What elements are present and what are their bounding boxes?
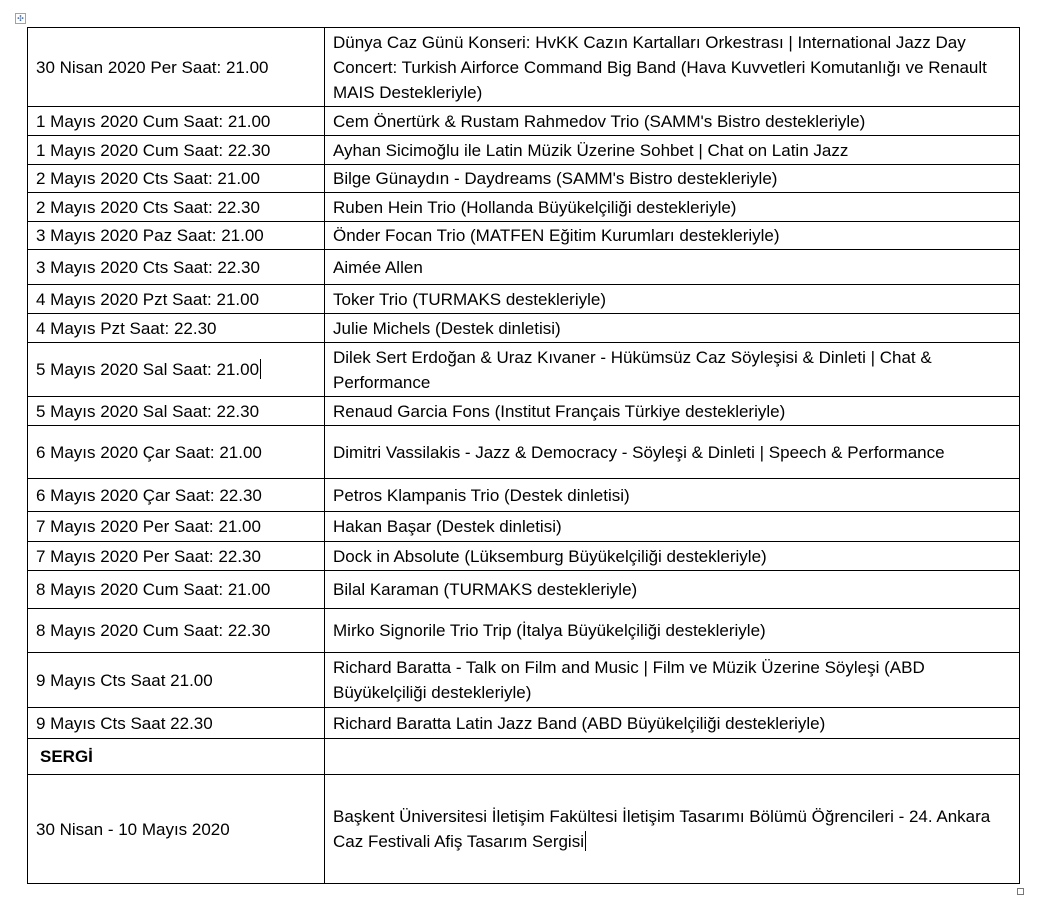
event-cell[interactable]: Mirko Signorile Trio Trip (İtalya Büyükelçiliği destekleriyle) (325, 609, 1020, 653)
date-cell[interactable]: 8 Mayıs 2020 Cum Saat: 21.00 (28, 571, 325, 609)
text-cursor (585, 831, 586, 851)
event-text: Başkent Üniversitesi İletişim Fakültesi İletişim Tasarımı Bölümü Öğrencileri - 24. Ankara Caz Festivali Afiş Tasarım Sergisi (333, 807, 991, 851)
date-cell[interactable]: 2 Mayıs 2020 Cts Saat: 22.30 (28, 193, 325, 222)
date-cell[interactable]: 4 Mayıs 2020 Pzt Saat: 21.00 (28, 285, 325, 314)
exhibition-row (28, 775, 1020, 884)
event-cell[interactable]: Dock in Absolute (Lüksemburg Büyükelçiliği destekleriyle) (325, 542, 1020, 571)
section-label-cell[interactable]: SERGİ (28, 739, 325, 775)
table-row (28, 653, 1020, 708)
table-row (28, 28, 1020, 107)
event-cell[interactable]: Hakan Başar (Destek dinletisi) (325, 512, 1020, 542)
table-row (28, 609, 1020, 653)
date-cell[interactable]: 3 Mayıs 2020 Cts Saat: 22.30 (28, 250, 325, 285)
event-cell[interactable]: Ruben Hein Trio (Hollanda Büyükelçiliği destekleriyle) (325, 193, 1020, 222)
section-row (28, 739, 1020, 775)
table-row (28, 426, 1020, 479)
date-cell[interactable]: 1 Mayıs 2020 Cum Saat: 22.30 (28, 136, 325, 165)
date-cell[interactable]: 30 Nisan 2020 Per Saat: 21.00 (28, 28, 325, 107)
table-row (28, 285, 1020, 314)
event-cell[interactable]: Petros Klampanis Trio (Destek dinletisi) (325, 479, 1020, 512)
table-row (28, 542, 1020, 571)
table-row (28, 512, 1020, 542)
table-row (28, 479, 1020, 512)
date-cell[interactable]: 9 Mayıs Cts Saat 21.00 (28, 653, 325, 708)
event-cell[interactable]: Dimitri Vassilakis - Jazz & Democracy - Söyleşi & Dinleti | Speech & Performance (325, 426, 1020, 479)
table-row (28, 222, 1020, 250)
date-cell[interactable]: 1 Mayıs 2020 Cum Saat: 21.00 (28, 107, 325, 136)
event-cell[interactable]: Dünya Caz Günü Konseri: HvKK Cazın Kartalları Orkestrası | International Jazz Day Concert: Turkish Airforce Command Big Band (Hava Kuvvetleri Komutanlığı ve Renault MAIS Destekleriyle) (325, 28, 1020, 107)
event-cell[interactable]: Bilal Karaman (TURMAKS destekleriyle) (325, 571, 1020, 609)
date-text: 5 Mayıs 2020 Sal Saat: 21.00 (36, 360, 260, 379)
date-cell[interactable]: 3 Mayıs 2020 Paz Saat: 21.00 (28, 222, 325, 250)
table-row (28, 107, 1020, 136)
table-row (28, 165, 1020, 193)
event-cell[interactable]: Önder Focan Trio (MATFEN Eğitim Kurumları destekleriyle) (325, 222, 1020, 250)
date-cell[interactable]: 8 Mayıs 2020 Cum Saat: 22.30 (28, 609, 325, 653)
event-cell[interactable]: Toker Trio (TURMAKS destekleriyle) (325, 285, 1020, 314)
event-cell[interactable]: Aimée Allen (325, 250, 1020, 285)
date-cell[interactable] (28, 343, 325, 397)
table-resize-handle-icon[interactable] (1017, 888, 1024, 895)
festival-schedule-table (27, 27, 1020, 884)
table-row (28, 571, 1020, 609)
event-cell[interactable]: Cem Önertürk & Rustam Rahmedov Trio (SAMM's Bistro destekleriyle) (325, 107, 1020, 136)
date-cell[interactable]: 7 Mayıs 2020 Per Saat: 22.30 (28, 542, 325, 571)
event-cell[interactable]: Richard Baratta - Talk on Film and Music | Film ve Müzik Üzerine Söyleşi (ABD Büyükelçiliği destekleriyle) (325, 653, 1020, 708)
event-cell[interactable] (325, 775, 1020, 884)
table-row (28, 193, 1020, 222)
table-row (28, 250, 1020, 285)
table-row (28, 397, 1020, 426)
table-move-handle-icon[interactable]: ✣ (15, 13, 26, 24)
date-cell[interactable]: 9 Mayıs Cts Saat 22.30 (28, 708, 325, 739)
date-cell[interactable]: 30 Nisan - 10 Mayıs 2020 (28, 775, 325, 884)
empty-cell[interactable] (325, 739, 1020, 775)
table-row (28, 343, 1020, 397)
date-cell[interactable]: 4 Mayıs Pzt Saat: 22.30 (28, 314, 325, 343)
date-cell[interactable]: 6 Mayıs 2020 Çar Saat: 22.30 (28, 479, 325, 512)
event-cell[interactable]: Ayhan Sicimoğlu ile Latin Müzik Üzerine Sohbet | Chat on Latin Jazz (325, 136, 1020, 165)
date-cell[interactable]: 5 Mayıs 2020 Sal Saat: 22.30 (28, 397, 325, 426)
date-cell[interactable]: 7 Mayıs 2020 Per Saat: 21.00 (28, 512, 325, 542)
table-row (28, 314, 1020, 343)
date-cell[interactable]: 6 Mayıs 2020 Çar Saat: 21.00 (28, 426, 325, 479)
event-cell[interactable]: Renaud Garcia Fons (Institut Français Türkiye destekleriyle) (325, 397, 1020, 426)
text-cursor (260, 359, 261, 379)
table-row (28, 136, 1020, 165)
event-cell[interactable]: Richard Baratta Latin Jazz Band (ABD Büyükelçiliği destekleriyle) (325, 708, 1020, 739)
table-row (28, 708, 1020, 739)
date-cell[interactable]: 2 Mayıs 2020 Cts Saat: 21.00 (28, 165, 325, 193)
event-cell[interactable]: Bilge Günaydın - Daydreams (SAMM's Bistro destekleriyle) (325, 165, 1020, 193)
event-cell[interactable]: Julie Michels (Destek dinletisi) (325, 314, 1020, 343)
event-cell[interactable]: Dilek Sert Erdoğan & Uraz Kıvaner - Hükümsüz Caz Söyleşisi & Dinleti | Chat & Performance (325, 343, 1020, 397)
